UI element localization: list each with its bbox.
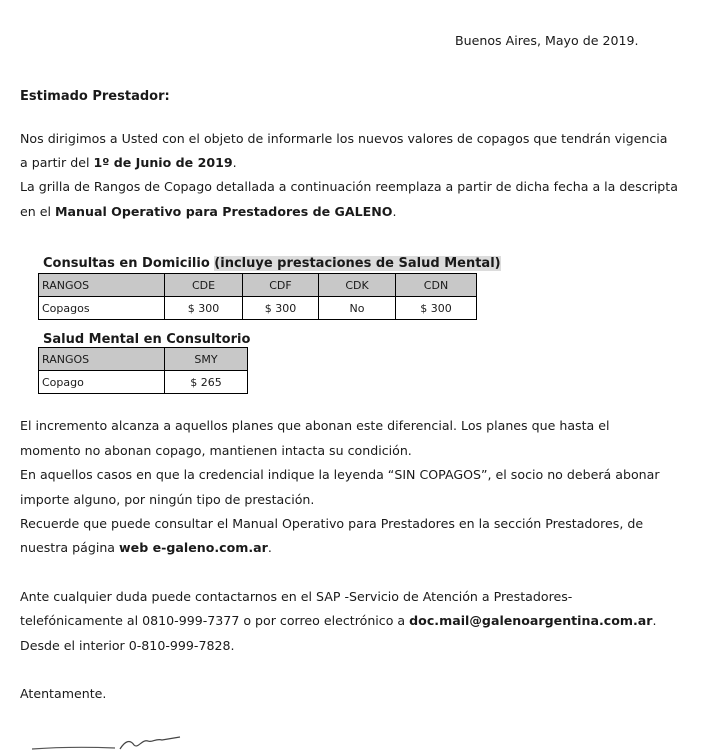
greeting: Estimado Prestador: [20, 89, 170, 104]
contact-line-1: Ante cualquier duda puede contactarnos en el SAP -Servicio de Atención a Prestadores- [20, 589, 573, 604]
table1-header-cell: RANGOS [39, 274, 165, 297]
intro-line-1: Nos dirigimos a Usted con el objeto de informarle los nuevos valores de copagos que tendrán vigencia [20, 131, 668, 146]
table1-cell: No [319, 297, 396, 320]
intro-line-4-end: . [392, 204, 397, 219]
intro-line-4-text: en el [20, 204, 55, 219]
signature [30, 735, 190, 750]
body-line-4: importe alguno, por ningún tipo de prestación. [20, 492, 315, 507]
table2-cell: Copago [39, 371, 165, 394]
manual-name: Manual Operativo para Prestadores de GALENO [54, 204, 393, 219]
table1-header-cell: CDK [319, 274, 396, 297]
table1-header-cell: CDF [243, 274, 319, 297]
table-row [39, 371, 248, 394]
table1-header-cell: CDN [396, 274, 477, 297]
body-line-6 [20, 540, 272, 556]
intro-line-2-end: . [232, 155, 237, 170]
table1-header-row [39, 274, 477, 297]
body-line-6-end: . [267, 540, 272, 555]
table2-header-row [39, 348, 248, 371]
contact-line-2-end: . [652, 613, 657, 628]
contact-line-3: Desde el interior 0-810-999-7828. [20, 638, 235, 653]
table-row [39, 297, 477, 320]
copago-table-domicilio [38, 273, 477, 320]
contact-line-2-text: telefónicamente al 0810-999-7377 o por correo electrónico a [20, 613, 410, 628]
table1-title [43, 256, 501, 271]
contact-line-2 [20, 613, 657, 629]
table1-cell: Copagos [39, 297, 165, 320]
table1-title-main: Consultas en Domicilio [43, 256, 210, 271]
table1-cell: $ 300 [165, 297, 243, 320]
intro-line-2-text: a partir del [20, 155, 94, 170]
website-link[interactable]: web e-galeno.com.ar [119, 540, 268, 555]
body-line-5: Recuerde que puede consultar el Manual Operativo para Prestadores en la sección Prestadores, de [20, 516, 644, 531]
table2-cell: $ 265 [165, 371, 248, 394]
copago-table-salud-mental [38, 347, 248, 394]
email-link[interactable]: doc.mail@galenoargentina.com.ar [409, 613, 653, 628]
intro-line-2 [20, 155, 237, 171]
body-line-2: momento no abonan copago, mantienen intacta su condición. [20, 443, 412, 458]
intro-line-3: La grilla de Rangos de Copago detallada a continuación reemplaza a partir de dicha fecha a la descripta [20, 179, 678, 194]
intro-line-4 [20, 204, 397, 220]
effective-date: 1º de Junio de 2019 [93, 155, 233, 170]
body-line-6-text: nuestra página [20, 540, 120, 555]
table1-cell: $ 300 [243, 297, 319, 320]
table1-cell: $ 300 [396, 297, 477, 320]
body-line-3: En aquellos casos en que la credencial indique la leyenda “SIN COPAGOS”, el socio no deberá abonar [20, 467, 660, 482]
table2-title: Salud Mental en Consultorio [43, 332, 251, 347]
table1-header-cell: CDE [165, 274, 243, 297]
table1-title-highlight: (incluye prestaciones de Salud Mental) [214, 256, 501, 271]
table2-header-cell: RANGOS [39, 348, 165, 371]
date-line: Buenos Aires, Mayo de 2019. [455, 33, 639, 48]
table2-header-cell: SMY [165, 348, 248, 371]
closing: Atentamente. [20, 686, 107, 701]
body-line-1: El incremento alcanza a aquellos planes que abonan este diferencial. Los planes que hasta el [20, 418, 610, 433]
